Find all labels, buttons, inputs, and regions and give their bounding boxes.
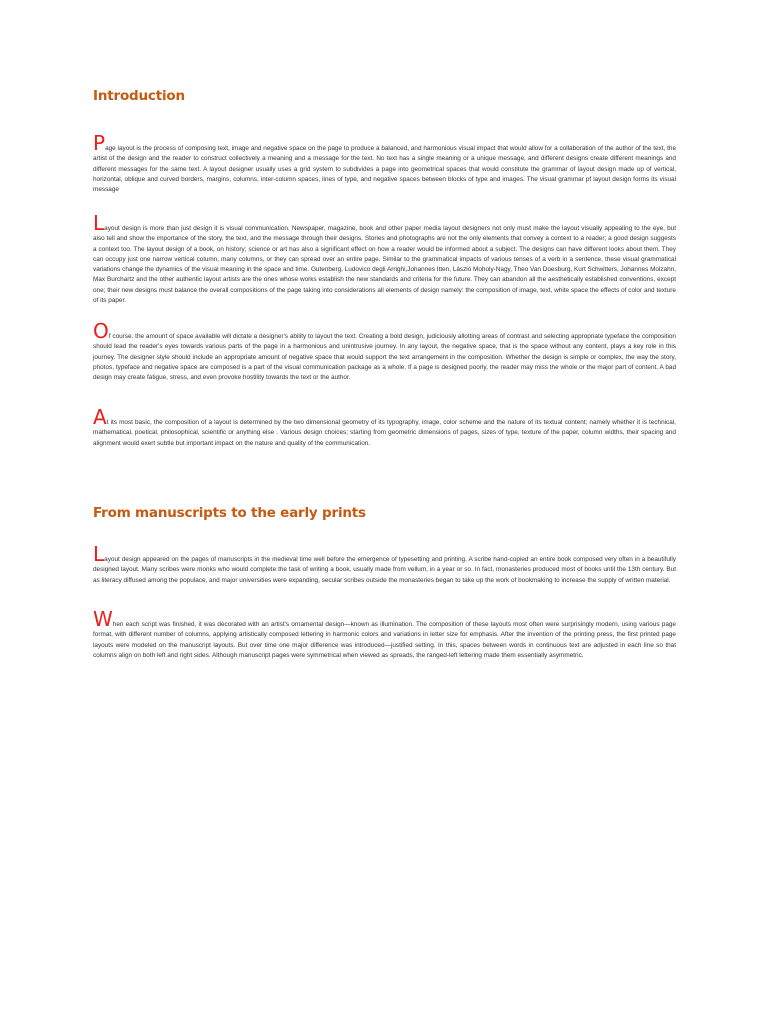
paragraph-text: hen each script was finished, it was decorated with an artist's ornamental design—known as illumination. The composition of these layouts most often were surprisingly modern, using various page format, with different number of columns, applying artistically composed lettering in harmonic colors and variations in letter size for emphasis. After the invention of the printing press, the first printed page layouts were modeled on the manuscript layouts. But over time one major difference was introduced—justified setting. In this, spaces between words in continuous text are adjusted in each line so that columns align on both left and right sides. Although manuscript pages were symmetrical when viewed as spreads, the ranged-left lettering made them essentially asymmetric. xyxy=(93,621,676,659)
drop-cap: L xyxy=(93,211,105,235)
paragraph xyxy=(93,542,676,586)
paragraph-text: ayout design is more than just design it is visual communication. Newspaper, magazine, book and other paper media layout designers not only must make the layout visually appealing to the eye, but also tell and show the importance of the story, the text, and the message through their designs. Stories and photographs are not the only elements that convey a context to a reader; a good design suggests a context too. The layout design of a book, on history; science or art has also a significant effect on how a reader would be informed about a subject. The designs can have different looks about them. They can occupy just one narrow vertical column, many columns, or they can spread over an entire page. Similar to the grammatical impacts of various tenses of a verb in a sentence, these visual grammatical variations change the dynamics of the visual meaning in the space and time. Gutenberg, Ludovico degli Arrighi,Johannes Itten, László Moholy-Nagy, Theo Van Doesburg, Kurt Schwitters, Johannes Molzahn, Max Burchartz and the other authentic layout artists are the ones whose works establish the new standards and criteria for the future. They can abandon all the aesthetically established conventions, except one; their new designs must balance the overall compositions of the page taking into considerations all elements of design namely: the composition of image, text, white space the effects of color and texture of its paper. xyxy=(93,225,676,305)
paragraph xyxy=(93,319,676,383)
drop-cap: O xyxy=(93,319,109,343)
paragraph-text: f course. the amount of space available will dictate a designer's ability to layout the text. Creating a bold design, judiciously allotting areas of contrast and selecting appropriate typeface the composition should lead the reader's eyes towards various parts of the page in a harmonious and unintrusive journey. In any layout, the negative space, that is the space without any content, plays a key role in this journey. The designer style should include an appropriate amount of negative space that would support the text arrangement in the composition. Whether the design is simple or complex, the way the story, photos, typeface and negative space are composed is a part of the visual communication package as a whole. If a page is designed poorly, the reader may miss the whole or the major part of content. A bad design may create fatigue, stress, and even provoke hostility towards the text or the author. xyxy=(93,333,676,382)
drop-cap: P xyxy=(93,131,106,155)
drop-cap: W xyxy=(93,607,113,631)
paragraph-text: t its most basic, the composition of a layout is determined by the two dimensional geometry of its typography, image, color scheme and the nature of its textual content; namely whether it is technical, mathematical, poetical, philosophical, scientific or anything else . Various design choices; starting from geometric dimensions of pages, sizes of type, texture of the paper, column widths, their spacing and alignment would exert subtle but important impact on the nature and quality of the communication. xyxy=(93,419,676,447)
drop-cap: L xyxy=(93,542,105,566)
paragraph xyxy=(93,405,676,449)
paragraph xyxy=(93,131,676,195)
paragraph-text: ayout design appeared on the pages of manuscripts in the medieval time well before the emergence of typesetting and printing. A scribe hand-copied an entire book composed very often in a beautifully designed layout. Many scribes were monks who would complete the task of writing a book, usually made from vellum, in a year or so. In fact, monasteries produced most of books until the 13th century. But as literacy diffused among the populace, and major universities were expanding, secular scribes outside the monasteries began to take up the work of bookmaking to increase the supply of written material. xyxy=(93,556,676,584)
drop-cap: A xyxy=(93,405,107,429)
paragraph xyxy=(93,211,676,306)
paragraph-text: age layout is the process of composing text, image and negative space on the page to produce a balanced, and harmonious visual impact that would allow for a collaboration of the author of the text, the artist of the design and the reader to construct collectively a meaning and a message for the text. No text has a single meaning or a unique message, and different designs create different meanings and different messages for the same text. A layout designer usually uses a grid system to subdivides a page into geometrical spaces that would constitute the grammar of layout design made up of vertical, horizontal, oblique and curved borders, margins, columns, inter-column spaces, lines of type, and negative spaces between blocks of type and images. The visual grammar pf layout design forms its visual message xyxy=(93,145,676,194)
section-heading-introduction: Introduction xyxy=(93,88,185,104)
paragraph xyxy=(93,607,676,661)
section-heading-manuscripts: From manuscripts to the early prints xyxy=(93,505,366,521)
